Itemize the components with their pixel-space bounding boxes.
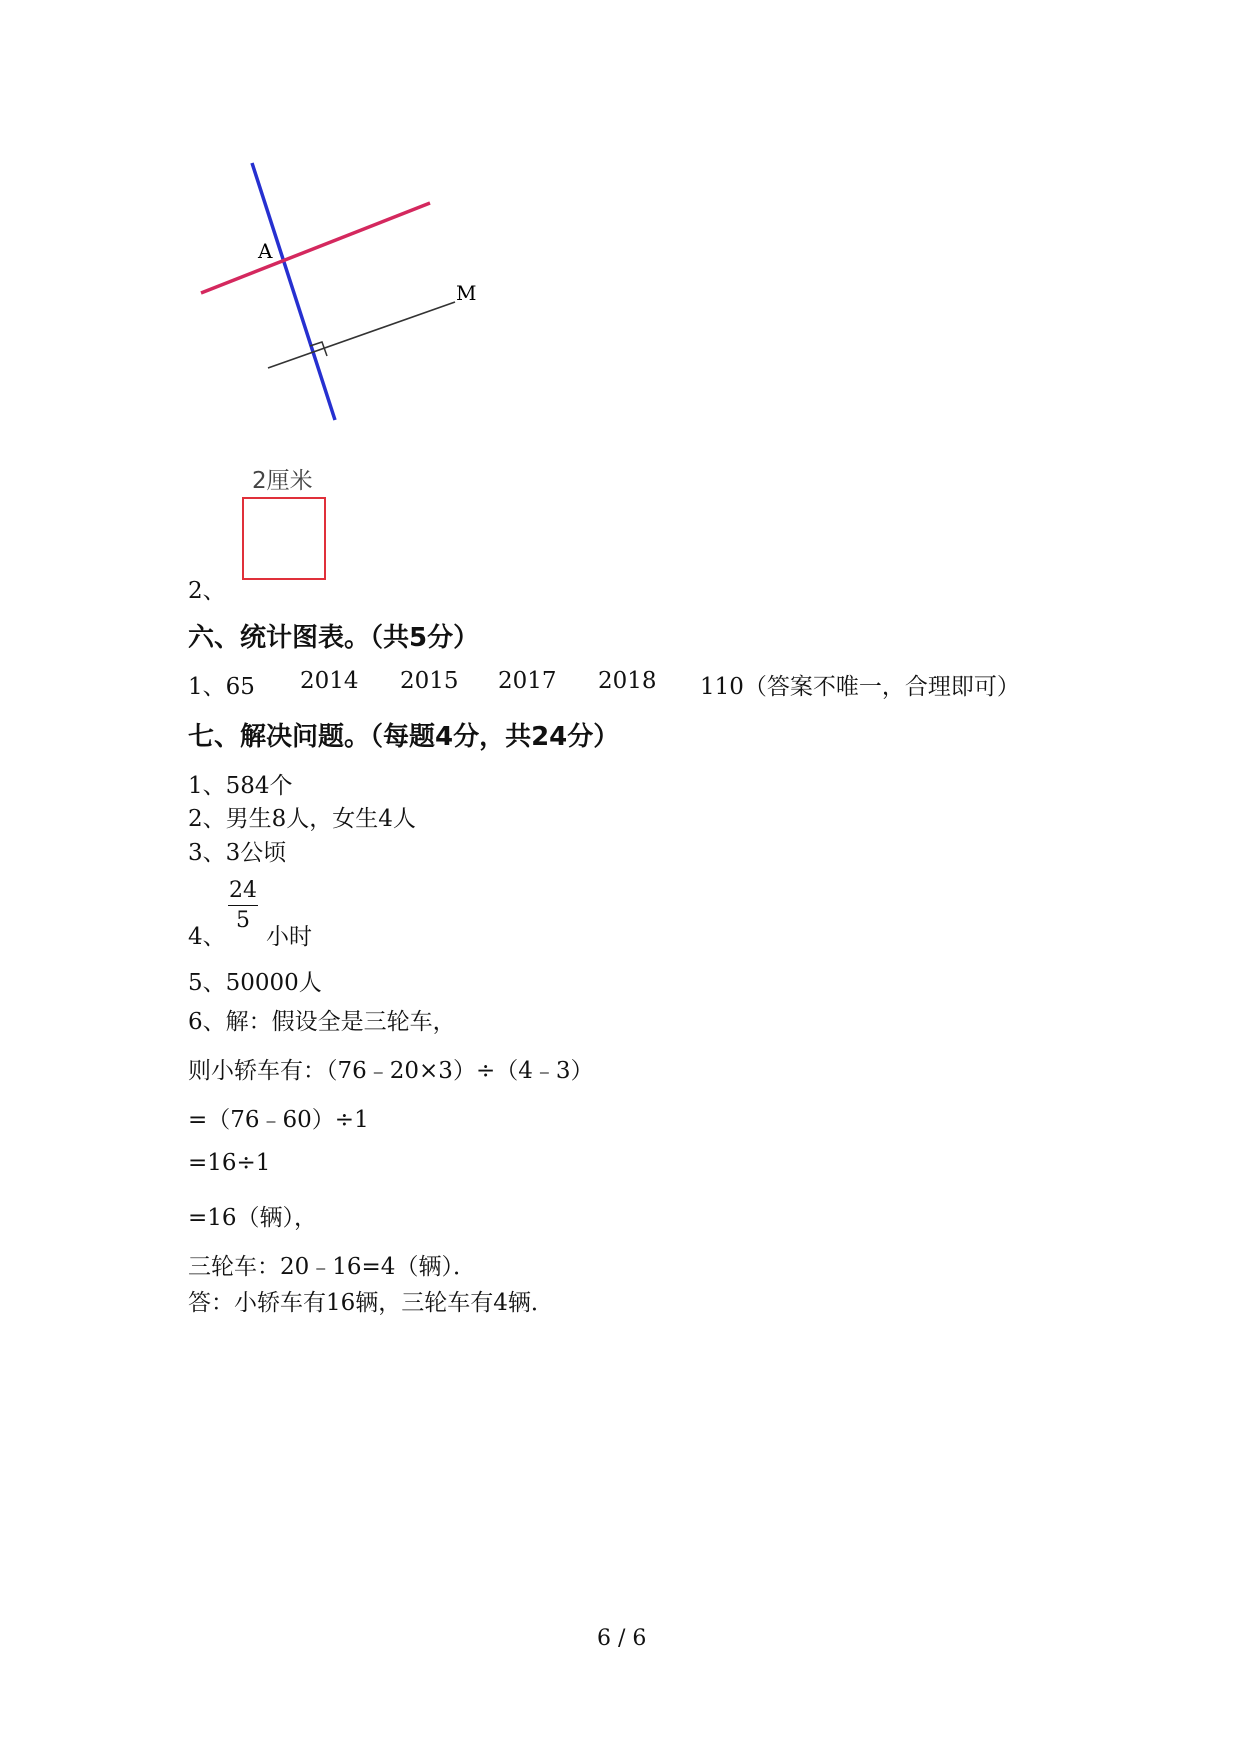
square-side-label: 2厘米 <box>252 468 313 494</box>
answer-5: 5、50000人 <box>188 970 322 996</box>
perpendicular-parallel-diagram <box>190 150 510 440</box>
point-m-label: M <box>456 281 477 305</box>
square-2cm <box>242 497 326 580</box>
section-6-year-2017: 2017 <box>498 668 557 694</box>
answer-6-conclusion: 答：小轿车有16辆，三轮车有4辆． <box>188 1290 554 1316</box>
section-6-answer-num: 1、65 <box>188 674 255 700</box>
answer-4-prefix: 4、 <box>188 924 226 950</box>
line-m <box>268 302 455 368</box>
section-6-heading: 六、统计图表。（共5分） <box>188 623 480 653</box>
item-number-2: 2、 <box>188 578 226 604</box>
section-7-heading: 七、解决问题。（每题4分，共24分） <box>188 722 620 752</box>
fraction-denominator: 5 <box>236 908 250 933</box>
red-parallel-line <box>201 203 430 293</box>
answer-6-step3: =16÷1 <box>188 1150 271 1176</box>
answer-4-unit: 小时 <box>266 924 312 950</box>
section-6-answer-last: 110（答案不唯一，合理即可） <box>700 674 1020 700</box>
section-6-year-2014: 2014 <box>300 668 359 694</box>
answer-6-step2: =（76﹣60）÷1 <box>188 1107 369 1133</box>
answer-6-intro: 6、解：假设全是三轮车， <box>188 1009 456 1035</box>
answer-3: 3、3公顷 <box>188 840 287 866</box>
answer-6-step1: 则小轿车有：（76﹣20×3）÷（4﹣3） <box>188 1058 594 1084</box>
blue-perpendicular-line <box>252 163 335 420</box>
point-a-label: A <box>258 239 273 263</box>
answer-1: 1、584个 <box>188 773 293 799</box>
section-6-year-2015: 2015 <box>400 668 459 694</box>
section-6-year-2018: 2018 <box>598 668 657 694</box>
answer-4-fraction <box>228 878 258 933</box>
page-number: 6 / 6 <box>597 1626 647 1651</box>
answer-2: 2、男生8人，女生4人 <box>188 806 416 832</box>
fraction-numerator: 24 <box>228 878 258 906</box>
answer-6-step4: =16（辆）， <box>188 1205 318 1231</box>
answer-6-step5: 三轮车：20﹣16=4（辆）． <box>188 1254 476 1280</box>
